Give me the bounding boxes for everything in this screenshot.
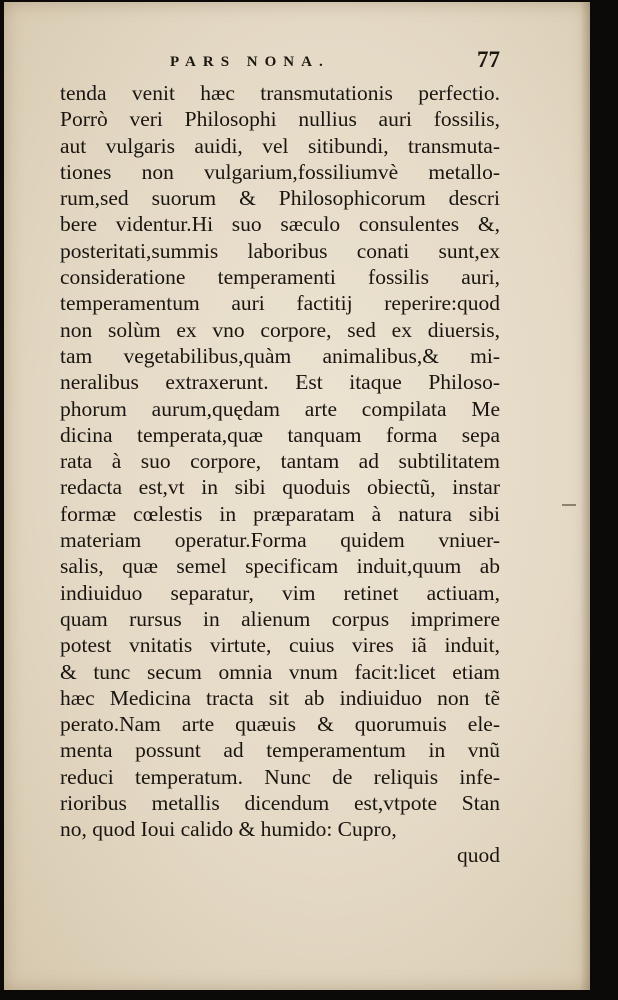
text-line: bere videntur.Hi suo sæculo consulentes &,: [60, 212, 500, 237]
page-header: [60, 47, 500, 77]
text-line: potest vnitatis virtute, cuius vires iã induit,: [60, 633, 500, 658]
text-line: redacta est,vt in sibi quoduis obiectũ, instar: [60, 475, 500, 500]
text-line: quam rursus in alienum corpus imprimere: [60, 606, 500, 631]
text-line: non solùm ex vno corpore, sed ex diuersis,: [60, 317, 500, 342]
body-text: [60, 80, 500, 843]
running-head: PARS NONA.: [170, 54, 330, 70]
text-line: aut vulgaris auidi, vel sitibundi, transmuta-: [60, 133, 500, 158]
text-line: tenda venit hæc transmutationis perfectio.: [60, 81, 500, 105]
text-line: Porrò veri Philosophi nullius auri fossilis,: [60, 107, 500, 132]
text-line: tam vegetabilibus,quàm animalibus,& mi-: [60, 343, 500, 368]
text-line: consideratione temperamenti fossilis auri,: [60, 265, 500, 290]
text-line: salis, quæ semel specificam induit,quum ab: [60, 554, 500, 579]
text-line: menta possunt ad temperamentum in vnũ: [60, 738, 500, 763]
text-line: perato.Nam arte quæuis & quorumuis ele-: [60, 712, 500, 737]
text-line: formæ cœlestis in præparatam à natura sibi: [60, 501, 500, 526]
text-line: tiones non vulgarium,fossiliumvè metallo-: [60, 159, 500, 184]
text-line: materiam operatur.Forma quidem vniuer-: [60, 528, 500, 553]
text-line: indiuiduo separatur, vim retinet actiuam,: [60, 580, 500, 605]
text-line: neralibus extraxerunt. Est itaque Philoso-: [60, 370, 500, 395]
text-line: phorum aurum,quędam arte compilata Me: [60, 396, 500, 421]
text-line: posteritati,summis laboribus conati sunt,ex: [60, 238, 500, 263]
text-line: rata à suo corpore, tantam ad subtilitatem: [60, 449, 500, 474]
text-line: rioribus metallis dicendum est,vtpote Stan: [60, 791, 500, 816]
page-number: 77: [477, 47, 500, 72]
catchword: quod: [457, 843, 500, 867]
text-line: rum,sed suorum & Philosophicorum descri: [60, 186, 500, 211]
margin-pen-mark: [562, 504, 576, 506]
text-line: hæc Medicina tracta sit ab indiuiduo non tẽ: [60, 685, 500, 710]
text-line: temperamentum auri factitij reperire:quod: [60, 291, 500, 316]
text-line: dicina temperata,quæ tanquam forma sepa: [60, 422, 500, 447]
text-line: reduci temperatum. Nunc de reliquis infe-: [60, 764, 500, 789]
text-line: no, quod Ioui calido & humido: Cupro,: [60, 817, 397, 842]
text-line: & tunc secum omnia vnum facit:licet etiam: [60, 659, 500, 684]
